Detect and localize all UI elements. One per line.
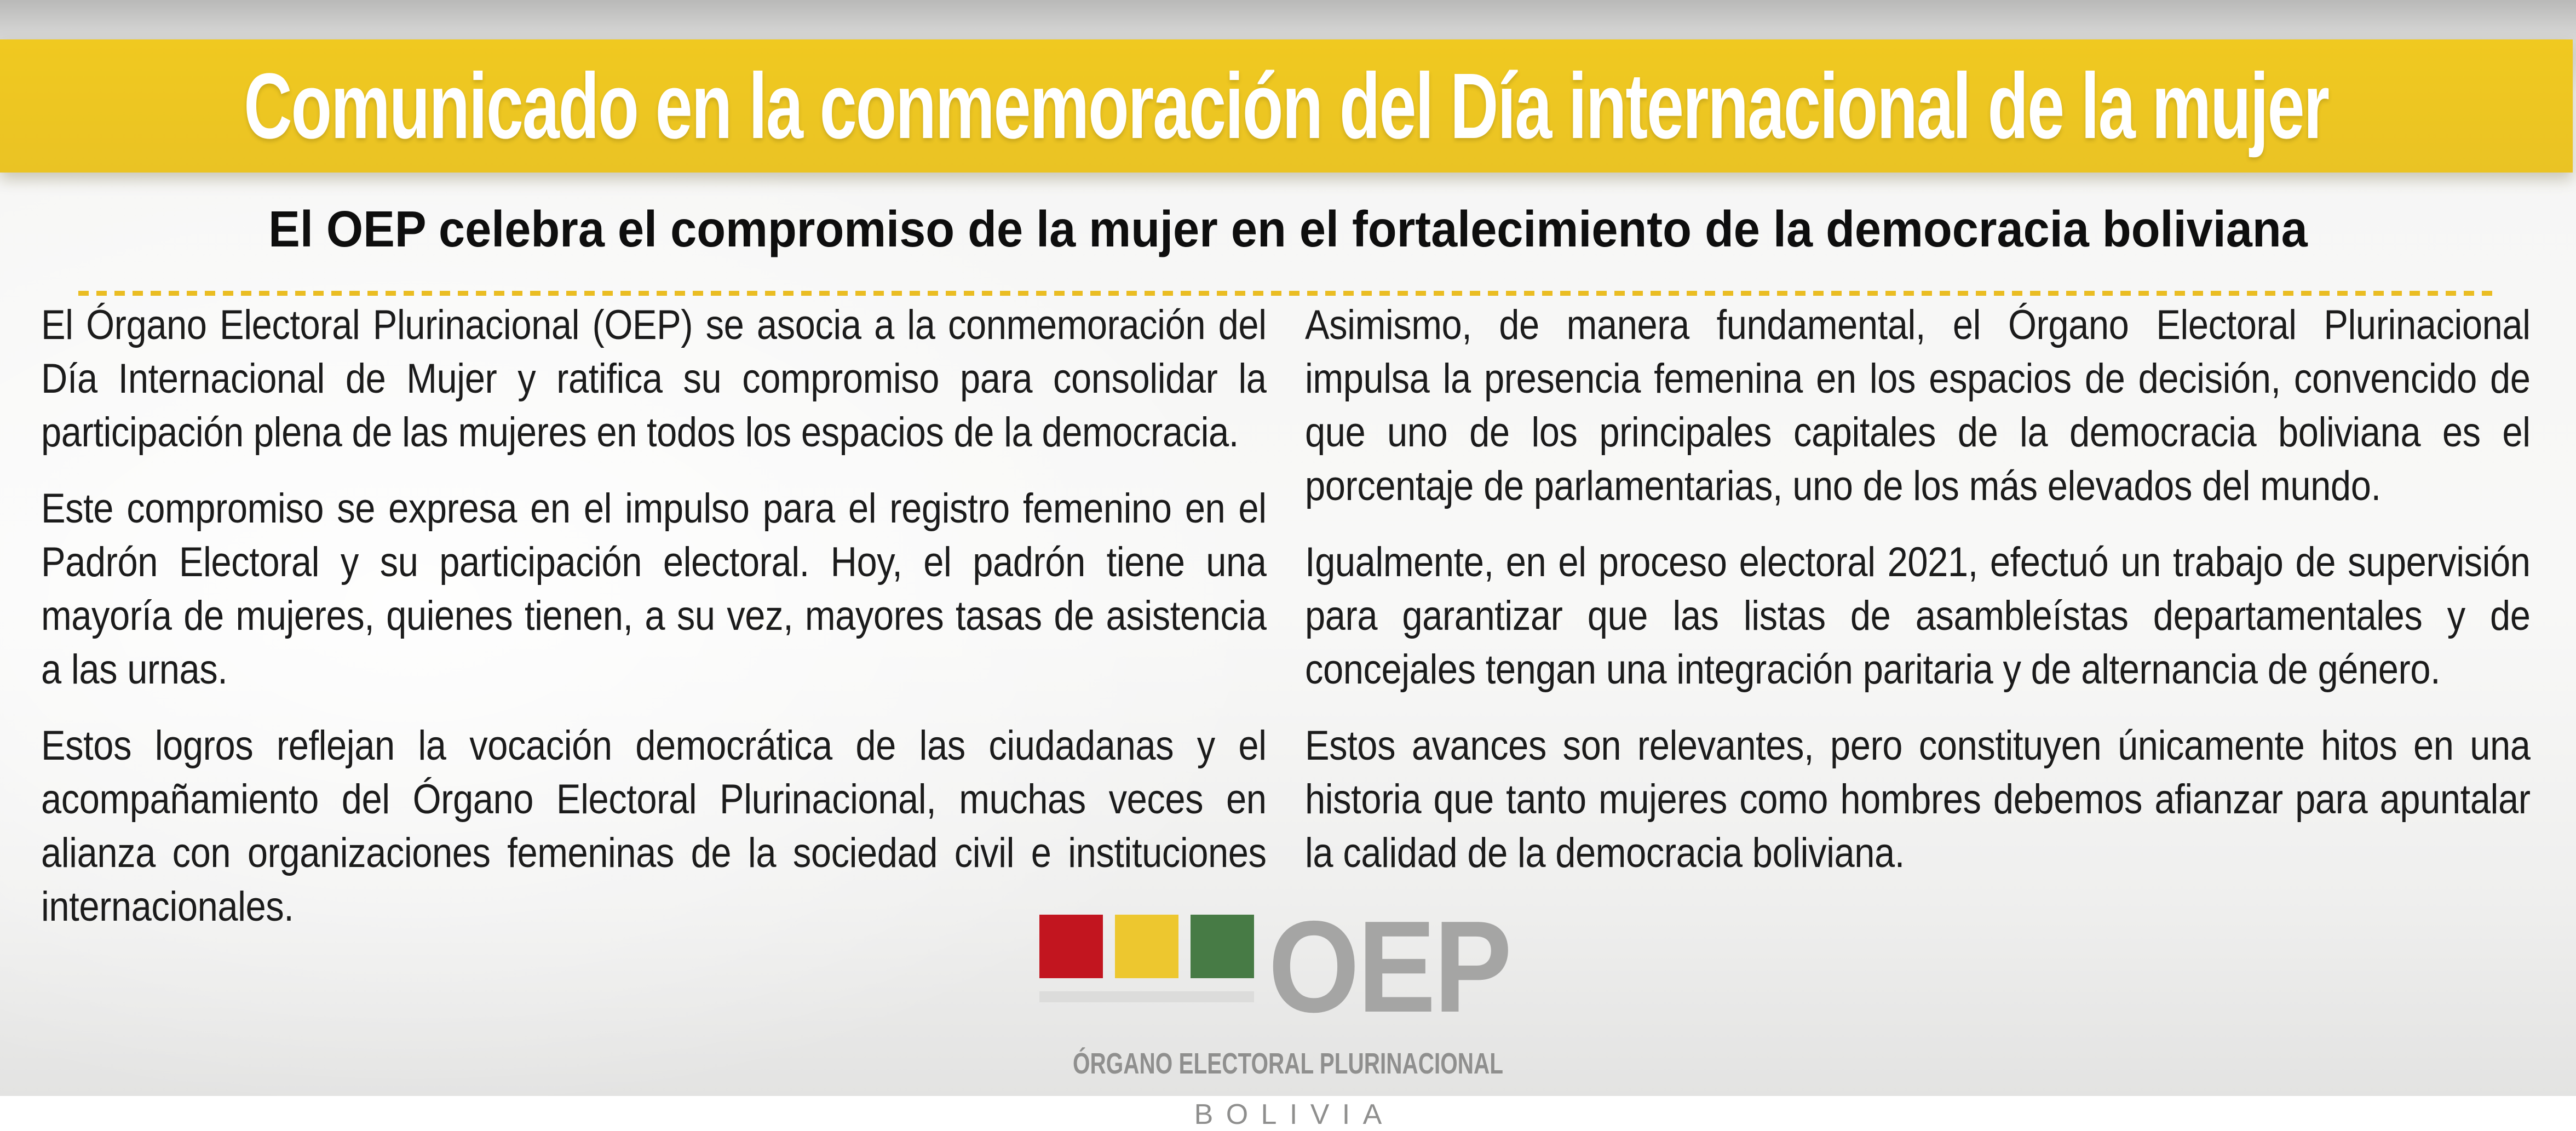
- flag-yellow-square: [1115, 915, 1178, 978]
- body-right-column: [1305, 298, 2531, 934]
- org-name: ÓRGANO ELECTORAL PLURINACIONAL: [1072, 1047, 1504, 1080]
- subtitle-row: [0, 202, 2576, 256]
- page-title: Comunicado en la conmemoración del Día internacional de la mujer: [244, 54, 2329, 158]
- dashed-divider: [78, 291, 2496, 296]
- oep-logo: [0, 894, 2576, 1131]
- left-paragraph-1: El Órgano Electoral Plurinacional (OEP) se asocia a la conmemoración del Día Internacional de Mujer y ratifica su compromiso para consolidar la participación plena de las mujeres en todos los espacios de la democracia.: [41, 302, 1267, 456]
- oep-logo-row: [1039, 894, 1537, 1040]
- flag-squares-block: [1039, 915, 1254, 1002]
- body-left-column: [41, 298, 1267, 934]
- flag-green-square: [1191, 915, 1254, 978]
- flag-squares: [1039, 915, 1254, 978]
- subtitle: El OEP celebra el compromiso de la mujer en el fortalecimiento de la democracia boliviana: [268, 200, 2308, 257]
- country-name: BOLIVIA: [1194, 1099, 1395, 1130]
- left-paragraph-2: Este compromiso se expresa en el impulso para el registro femenino en el Padrón Electoral y su participación electoral. Hoy, el padrón tiene una mayoría de mujeres, quienes tienen, a su vez, mayores tasas de asistencia a las urnas.: [41, 485, 1267, 693]
- right-paragraph-1: Asimismo, de manera fundamental, el Órgano Electoral Plurinacional impulsa la presencia femenina en los espacios de decisión, convencido de que uno de los principales capitales de la democracia boliviana es el porcentaje de parlamentarias, uno de los más elevados del mundo.: [1304, 302, 2531, 509]
- oep-acronym: OEP: [1268, 894, 1510, 1040]
- left-paragraph-3: Estos logros reflejan la vocación democrática de las ciudadanas y el acompañamiento del Órgano Electoral Plurinacional, muchas veces en alianza con organizaciones femeninas de la sociedad civil e instituciones internacionales.: [41, 722, 1267, 930]
- right-paragraph-3: Estos avances son relevantes, pero constituyen únicamente hitos en una historia que tanto mujeres como hombres debemos afianzar para apuntalar la calidad de la democracia boliviana.: [1304, 722, 2531, 876]
- flag-red-square: [1039, 915, 1103, 978]
- title-banner: [0, 39, 2573, 173]
- body-columns: [41, 298, 2530, 934]
- logo-gray-bar: [1039, 991, 1254, 1002]
- right-paragraph-2: Igualmente, en el proceso electoral 2021, efectuó un trabajo de supervisión para garantizar que las listas de asambleístas departamentales y de concejales tengan una integración paritaria y de alternancia de género.: [1304, 539, 2531, 693]
